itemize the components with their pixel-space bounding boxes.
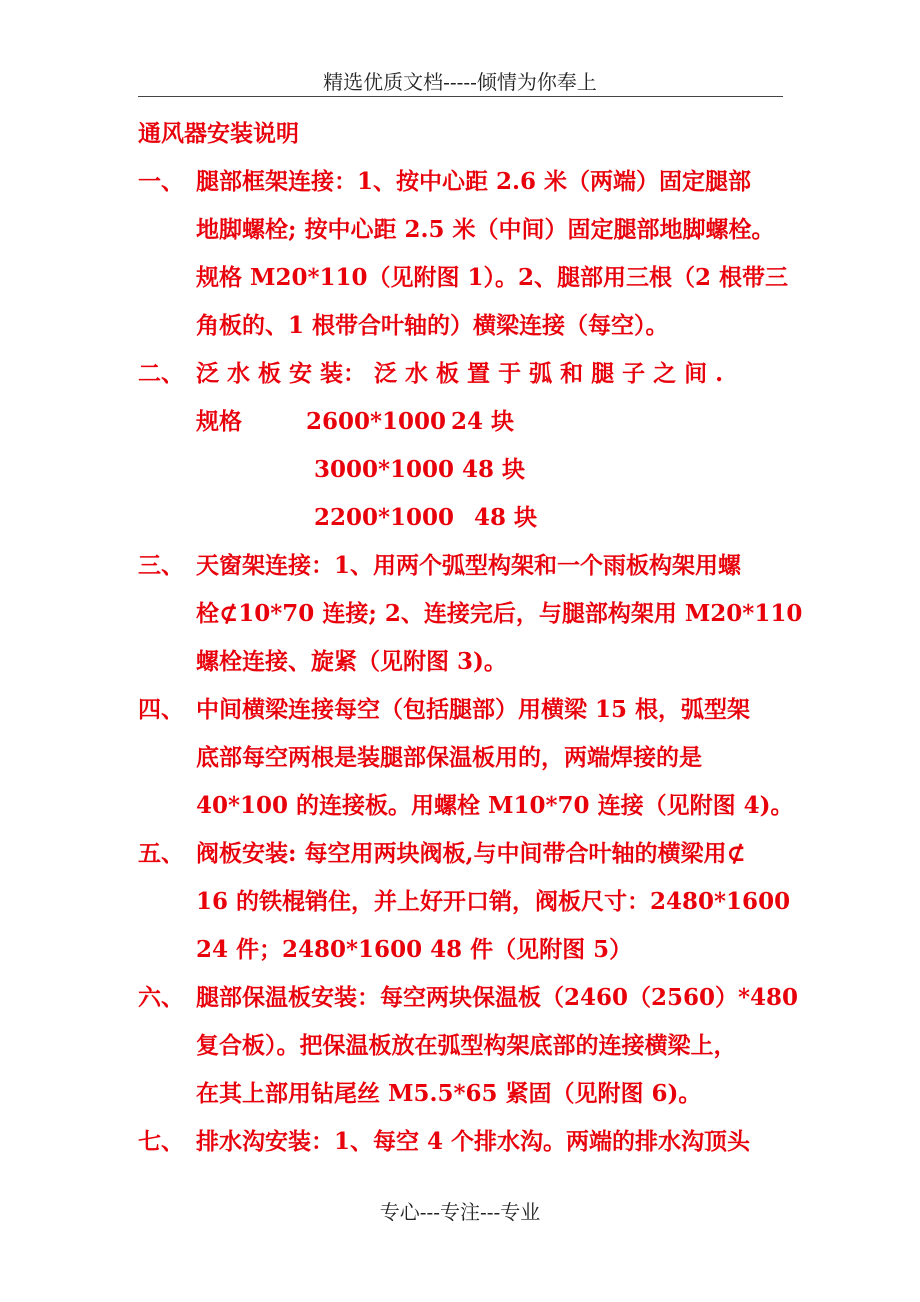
section-line: 地脚螺栓; 按中心距 2.5 米（中间）固定腿部地脚螺栓。 bbox=[196, 216, 775, 243]
section-6 bbox=[138, 974, 799, 1118]
document-title: 通风器安装说明 bbox=[138, 120, 299, 147]
spec-quantity: 48 块 bbox=[474, 504, 538, 531]
section-line: 角板的、1 根带合叶轴的）横梁连接（每空）。 bbox=[196, 312, 669, 339]
section-number: 三、 bbox=[138, 552, 184, 579]
section-5 bbox=[138, 830, 790, 974]
spec-row bbox=[196, 446, 790, 494]
spec-quantity: 24 块 bbox=[451, 408, 515, 435]
section-line: 阀板安装: 每空用两块阀板,与中间带合叶轴的横梁用⊄ bbox=[196, 840, 746, 867]
section-line: 排水沟安装：1、每空 4 个排水沟。两端的排水沟顶头 bbox=[196, 1128, 751, 1155]
spec-quantity: 48 块 bbox=[462, 456, 526, 483]
section-line: 天窗架连接：1、用两个弧型构架和一个雨板构架用螺 bbox=[196, 552, 742, 579]
section-line: 栓⊄10*70 连接; 2、连接完后，与腿部构架用 M20*110 bbox=[196, 600, 803, 627]
page-footer: 专心---专注---专业 bbox=[379, 1200, 541, 1224]
section-line: 腿部框架连接：1、按中心距 2.6 米（两端）固定腿部 bbox=[196, 168, 752, 195]
section-line: 在其上部用钻尾丝 M5.5*65 紧固（见附图 6)。 bbox=[196, 1080, 702, 1107]
section-4 bbox=[138, 686, 794, 830]
section-line: 中间横梁连接每空（包括腿部）用横梁 15 根，弧型架 bbox=[196, 696, 751, 723]
spec-row bbox=[196, 494, 790, 542]
section-line: 底部每空两根是装腿部保温板用的，两端焊接的是 bbox=[196, 744, 702, 771]
section-number: 六、 bbox=[138, 984, 184, 1011]
section-3 bbox=[138, 542, 803, 686]
section-line: 腿部保温板安装：每空两块保温板（2460（2560）*480 bbox=[196, 984, 799, 1011]
spec-row bbox=[196, 398, 790, 446]
section-number: 四、 bbox=[138, 696, 184, 723]
section-line: 螺栓连接、旋紧（见附图 3)。 bbox=[196, 648, 507, 675]
section-line: 泛 水 板 安 装： 泛 水 板 置 于 弧 和 腿 子 之 间 . bbox=[196, 360, 724, 387]
section-number: 一、 bbox=[138, 168, 184, 195]
section-number: 二、 bbox=[138, 360, 184, 387]
spec-dimension: 2600*1000 bbox=[306, 408, 447, 435]
section-line: 规格 M20*110（见附图 1）。2、腿部用三根（2 根带三 bbox=[196, 264, 789, 291]
document-body bbox=[138, 110, 803, 1166]
spec-dimension: 3000*1000 bbox=[314, 456, 455, 483]
section-7 bbox=[138, 1118, 790, 1166]
section-line: 40*100 的连接板。用螺栓 M10*70 连接（见附图 4)。 bbox=[196, 792, 794, 819]
section-1 bbox=[138, 158, 790, 350]
section-number: 五、 bbox=[138, 840, 184, 867]
section-number: 七、 bbox=[138, 1128, 184, 1155]
section-2 bbox=[138, 350, 790, 542]
spec-label: 规格 bbox=[196, 408, 242, 435]
spec-dimension: 2200*1000 bbox=[314, 504, 455, 531]
header-divider bbox=[138, 96, 783, 97]
section-line: 复合板）。把保温板放在弧型构架底部的连接横梁上， bbox=[196, 1032, 737, 1059]
page-header: 精选优质文档-----倾情为你奉上 bbox=[323, 70, 597, 94]
section-line: 24 件；2480*1600 48 件（见附图 5） bbox=[196, 936, 633, 963]
section-line: 16 的铁棍销住，并上好开口销，阀板尺寸：2480*1600 bbox=[196, 888, 791, 915]
